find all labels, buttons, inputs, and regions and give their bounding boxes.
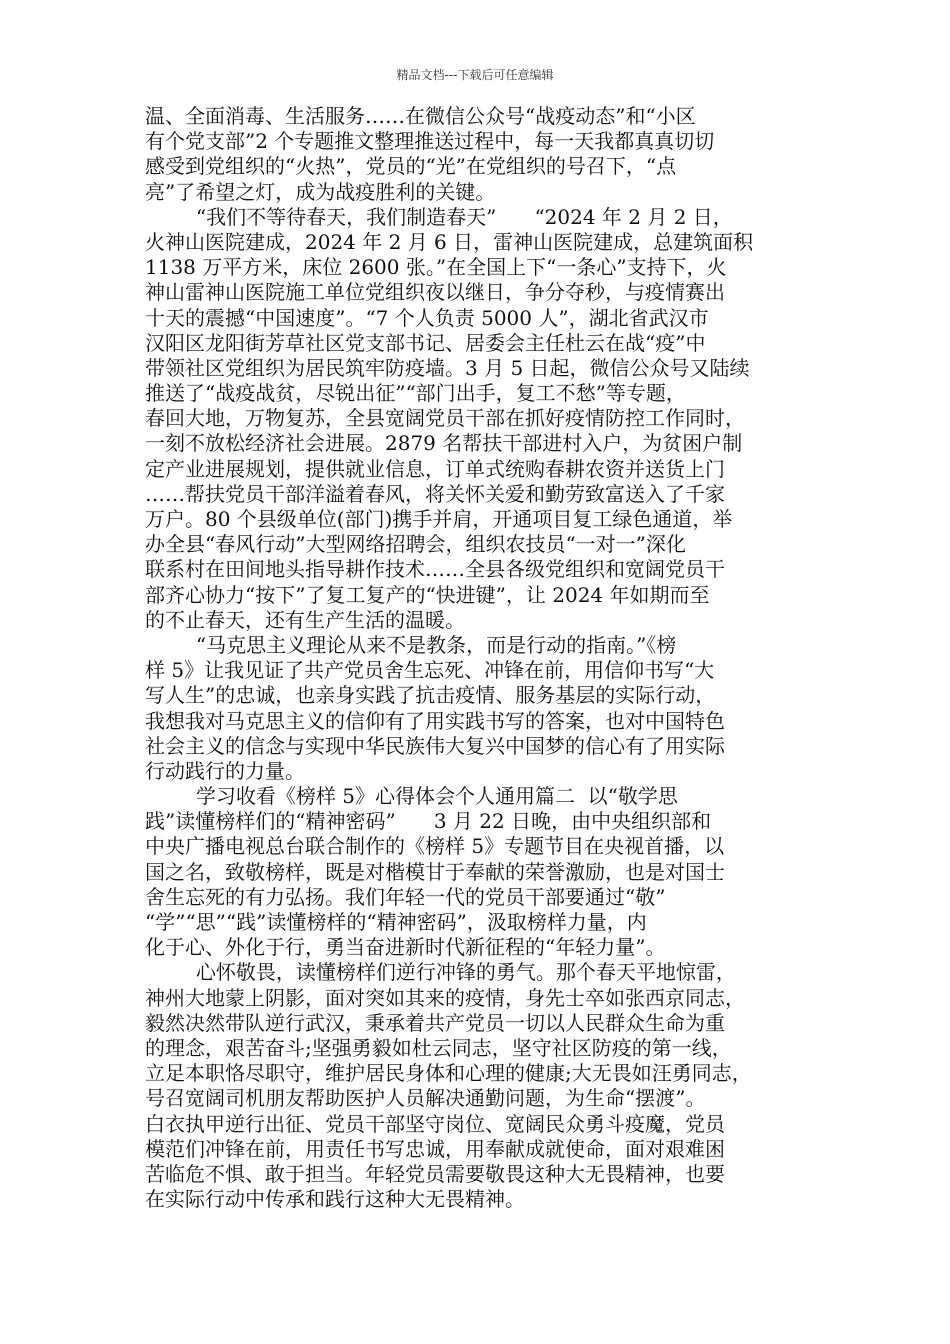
text-line: “学”“思”“践”读懂榜样的“精神密码”，汲取榜样力量，内 <box>145 910 647 934</box>
text-line: 学习收看《榜样 5》心得体会个人通用篇二 以“敬学思 <box>145 784 678 809</box>
text-line: 心怀敬畏，读懂榜样们逆行冲锋的勇气。那个春天平地惊雷， <box>145 960 736 985</box>
text-line: 汉阳区龙阳街芳草社区党支部书记、居委会主任杜云在战“疫”中 <box>145 330 706 355</box>
text-line: 1138 万平方米，床位 2600 张。”在全国上下“一条心”支持下，火 <box>145 255 727 280</box>
text-line: 十天的震撼“中国速度”。“7 个人负责 5000 人”，湖北省武汉市 <box>145 305 709 330</box>
text-line: 神山雷神山医院施工单位党组织夜以继日，争分夺秒，与疫情赛出 <box>145 280 725 305</box>
text-line: 白衣执甲逆行出征、党员干部坚守岗位、宽阔民众勇斗疫魔，党员 <box>145 1111 725 1136</box>
text-line: 践”读懂榜样们的“精神密码” 3 月 22 日晚，由中央组织部和 <box>145 809 712 834</box>
text-line: 一刻不放松经济社会进展。2879 名帮扶干部进村入户，为贫困户制 <box>145 431 743 456</box>
text-line: 火神山医院建成，2024 年 2 月 6 日，雷神山医院建成，总建筑面积 <box>145 229 754 254</box>
text-line: “我们不等待春天，我们制造春天” “2024 年 2 月 2 日， <box>145 204 733 229</box>
text-line: 万户。80 个县级单位(部门)携手并肩，开通项目复工绿色通道，举 <box>145 507 733 531</box>
text-line: 中央广播电视总台联合制作的《榜样 5》专题节目在央视首播，以 <box>145 834 725 859</box>
text-line: 亮”了希望之灯，成为战疫胜利的关键。 <box>145 179 496 204</box>
document-body <box>145 104 805 1212</box>
text-line: 部齐心协力“按下”了复工复产的“快进键”，让 2024 年如期而至 <box>145 582 710 607</box>
text-line: ……帮扶党员干部洋溢着春风，将关怀关爱和勤劳致富送入了千家 <box>145 481 725 506</box>
text-line: 春回大地，万物复苏，全县宽阔党员干部在抓好疫情防控工作同时， <box>145 406 745 431</box>
text-line: 行动践行的力量。 <box>145 758 305 783</box>
text-line: 国之名，致敬榜样，既是对楷模甘于奉献的荣誉激励，也是对国士 <box>145 859 725 884</box>
text-line: 社会主义的信念与实现中华民族伟大复兴中国梦的信心有了用实际 <box>145 733 725 758</box>
text-line: 办全县“春风行动”大型网络招聘会，组织农技员“一对一”深化 <box>145 532 686 557</box>
text-line: 联系村在田间地头指导耕作技术……全县各级党组织和宽阔党员干 <box>145 557 725 582</box>
text-line: 带领社区党组织为居民筑牢防疫墙。3 月 5 日起，微信公众号又陆续 <box>145 355 750 380</box>
text-line: 写人生”的忠诚，也亲身实践了抗击疫情、服务基层的实际行动， <box>145 683 716 708</box>
text-line: 的理念，艰苦奋斗;坚强勇毅如杜云同志，坚守社区防疫的第一线， <box>145 1035 732 1060</box>
text-line: 舍生忘死的有力弘扬。我们年轻一代的党员干部要通过“敬” <box>145 884 666 909</box>
text-line: 毅然决然带队逆行武汉，秉承着共产党员一切以人民群众生命为重 <box>145 1010 725 1035</box>
text-line: 温、全面消毒、生活服务……在微信公众号“战疫动态”和“小区 <box>145 104 696 128</box>
text-line: 样 5》让我见证了共产党员舍生忘死、冲锋在前，用信仰书写“大 <box>145 658 715 683</box>
text-line: “马克思主义理论从来不是教条，而是行动的指南。”《榜 <box>145 632 677 657</box>
text-line: 号召宽阔司机朋友帮助医护人员解决通勤问题，为生命“摆渡”。 <box>145 1086 706 1111</box>
text-line: 神州大地蒙上阴影，面对突如其来的疫情，身先士卒如张西京同志， <box>145 985 745 1010</box>
text-line: 定产业进展规划，提供就业信息，订单式统购春耕农资并送货上门 <box>145 456 725 481</box>
text-line: 苦临危不惧、敢于担当。年轻党员需要敬畏这种大无畏精神，也要 <box>145 1161 725 1186</box>
page-header: 精品文档---下载后可任意编辑 <box>396 68 554 82</box>
text-line: 我想我对马克思主义的信仰有了用实践书写的答案，也对中国特色 <box>145 708 725 733</box>
text-line: 立足本职恪尽职守，维护居民身体和心理的健康;大无畏如汪勇同志， <box>145 1061 752 1086</box>
text-line: 有个党支部”2 个专题推文整理推送过程中，每一天我都真真切切 <box>145 129 715 154</box>
text-line: 化于心、外化于行，勇当奋进新时代新征程的“年轻力量”。 <box>145 935 666 960</box>
text-line: 在实际行动中传承和践行这种大无畏精神。 <box>145 1187 525 1212</box>
text-line: 模范们冲锋在前，用责任书写忠诚，用奉献成就使命，面对艰难困 <box>145 1136 725 1161</box>
text-line: 的不止春天，还有生产生活的温暖。 <box>145 607 465 632</box>
text-line: 推送了“战疫战贫，尽锐出征”“部门出手，复工不愁”等专题， <box>145 381 686 406</box>
text-line: 感受到党组织的“火热”，党员的“光”在党组织的号召下，“点 <box>145 154 677 179</box>
